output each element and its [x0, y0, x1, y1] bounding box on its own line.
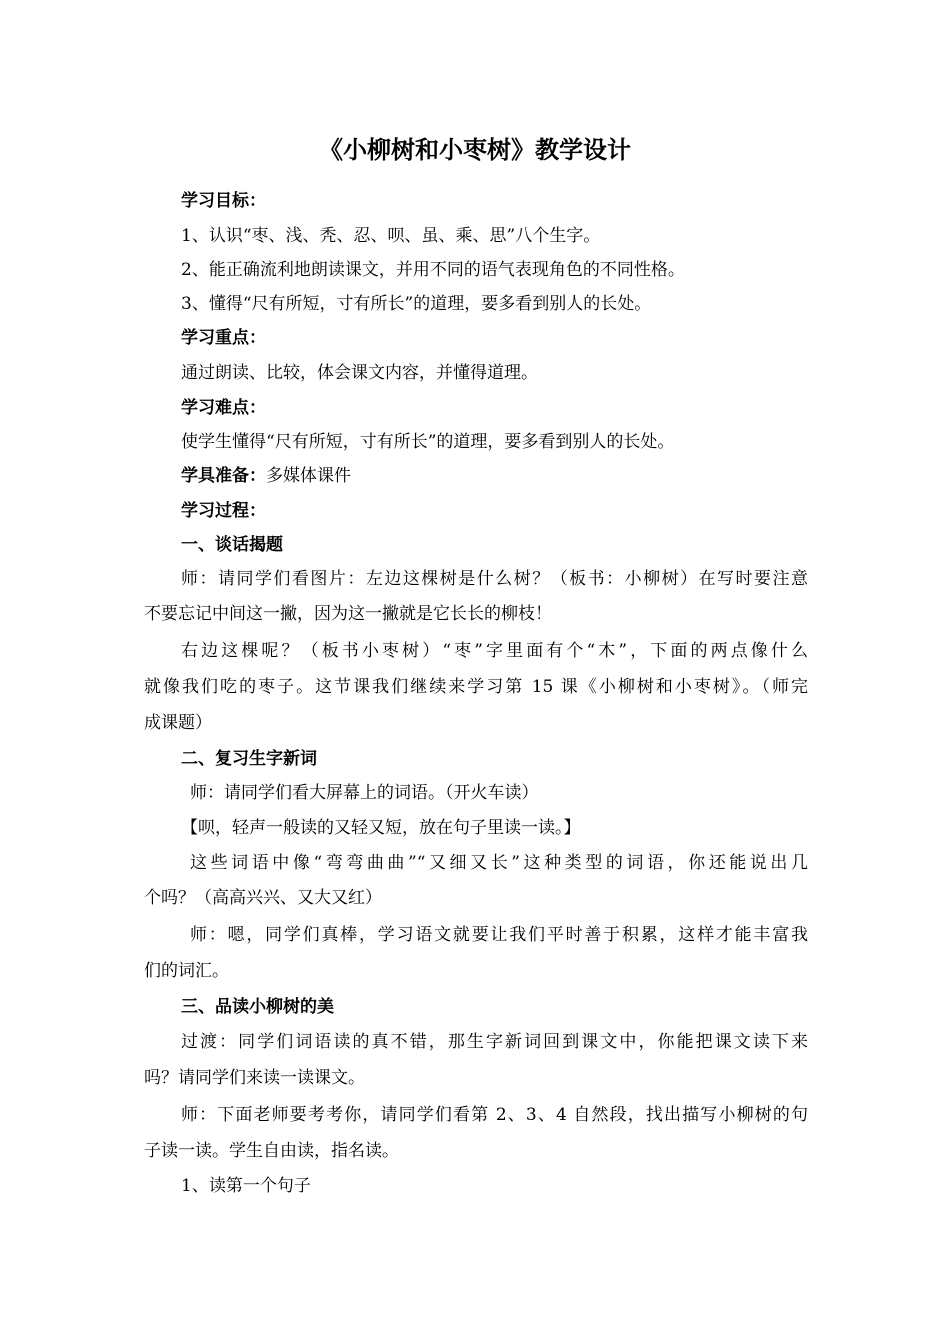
materials-row [181, 464, 808, 488]
process-heading: 学习过程： [181, 501, 266, 521]
objectives-heading: 学习目标： [181, 191, 266, 211]
section1-paragraph2-line1: 右边这棵呢？（板书小枣树）“枣”字里面有个“木”，下面的两点像什么 [181, 641, 808, 661]
materials-text: 多媒体课件 [266, 466, 351, 486]
section3-paragraph2-line1: 师：下面老师要考考你，请同学们看第 2、3、4 自然段，找出描写小柳树的句 [181, 1105, 808, 1125]
difficulties-heading: 学习难点： [181, 398, 266, 418]
section3-paragraph1-line1: 过渡：同学们词语读的真不错，那生字新词回到课文中，你能把课文读下来 [181, 1032, 808, 1052]
section1-paragraph1-line2: 不要忘记中间这一撇，因为这一撇就是它长长的柳枝！ [144, 604, 552, 624]
section3-paragraph2-line2: 子读一读。学生自由读，指名读。 [144, 1141, 399, 1161]
section2-paragraph3-line1: 这些词语中像“弯弯曲曲”“又细又长”这种类型的词语，你还能说出几 [190, 853, 808, 873]
section3-heading: 三、品读小柳树的美 [181, 997, 334, 1017]
section1-paragraph1-line1: 师：请同学们看图片：左边这棵树是什么树？（板书：小柳树）在写时要注意 [181, 569, 808, 589]
section1-heading: 一、谈话揭题 [181, 535, 283, 555]
section2-paragraph4-line2: 们的词汇。 [144, 961, 229, 981]
section1-paragraph2-line3: 成课题） [144, 713, 212, 733]
key-points-text: 通过朗读、比较，体会课文内容，并懂得道理。 [181, 363, 538, 383]
section1-paragraph2-line2: 就像我们吃的枣子。这节课我们继续来学习第 15 课《小柳树和小枣树》。（师完 [144, 677, 808, 697]
key-points-heading: 学习重点： [181, 328, 266, 348]
section3-paragraph1-line2: 吗？请同学们来读一读课文。 [144, 1068, 365, 1088]
objective-item-2: 2、能正确流利地朗读课文，并用不同的语气表现角色的不同性格。 [181, 260, 685, 280]
objective-item-3: 3、懂得“尺有所短，寸有所长”的道理，要多看到别人的长处。 [181, 294, 652, 314]
difficulties-text: 使学生懂得“尺有所短，寸有所长”的道理，要多看到别人的长处。 [181, 432, 675, 452]
section2-paragraph3-line2: 个吗？（高高兴兴、又大又红） [144, 888, 382, 908]
section2-heading: 二、复习生字新词 [181, 749, 317, 769]
objective-item-1: 1、认识“枣、浅、秃、忍、呗、虽、乘、思”八个生字。 [181, 226, 601, 246]
section2-paragraph2: 【呗，轻声一般读的又轻又短，放在句子里读一读。】 [181, 818, 581, 838]
document-title: 《小柳树和小枣树》教学设计 [319, 136, 631, 164]
section2-paragraph1: 师：请同学们看大屏幕上的词语。（开火车读） [190, 783, 539, 803]
materials-heading: 学具准备： [181, 466, 266, 486]
section2-paragraph4-line1: 师：嗯，同学们真棒，学习语文就要让我们平时善于积累，这样才能丰富我 [190, 925, 808, 945]
section3-paragraph3: 1、读第一个句子 [181, 1176, 311, 1196]
